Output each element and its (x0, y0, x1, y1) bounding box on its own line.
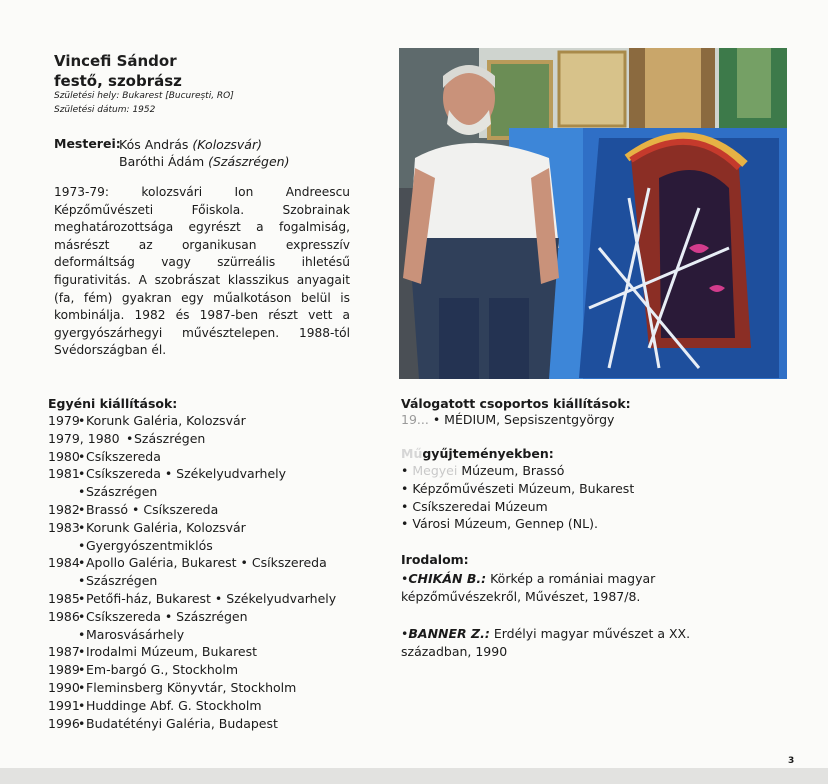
list-item (401, 498, 634, 516)
exhibition-text: Irodalmi Múzeum, Bukarest (86, 644, 258, 660)
literature-item (401, 625, 701, 661)
literature-text: Körkép a romániai magyar képzőművészekről, Művészet, 1987/8. (401, 571, 656, 604)
list-item (48, 448, 336, 466)
exhibition-text: Csíkszereda (86, 448, 161, 464)
bullet-icon: • (401, 571, 409, 586)
exhibition-text: Szászrégen (134, 430, 206, 446)
collection-text: Képzőművészeti Múzeum, Bukarest (412, 480, 635, 496)
bullet-icon: • (78, 715, 86, 731)
list-item (48, 554, 336, 572)
masters-list (119, 136, 289, 170)
collections-title-faded: Mű (401, 446, 423, 461)
exhibition-year: 1981 (48, 466, 80, 482)
birth-date-label: Születési dátum: (54, 105, 130, 115)
bullet-icon: • (78, 626, 86, 642)
birth-date-line (54, 105, 155, 115)
bullet-icon: • (78, 608, 86, 624)
bullet-icon: • (78, 573, 86, 589)
exhibition-year: 1985 (48, 590, 80, 606)
list-item (48, 483, 336, 501)
literature-author: CHIKÁN B.: (408, 571, 487, 586)
bullet-icon: • (78, 466, 86, 482)
exhibition-year: 1984 (48, 555, 80, 571)
list-item (48, 626, 336, 644)
master-item (119, 136, 289, 153)
birth-date-value: 1952 (132, 105, 156, 115)
exhibition-text: Csíkszereda • Szászrégen (86, 608, 248, 624)
scan-bottom-edge (0, 768, 828, 784)
exhibition-year: 1996 (48, 715, 80, 731)
artist-name: Vincefi Sándor (54, 52, 177, 70)
bullet-icon: • (78, 484, 86, 500)
collections-title-text: gyűjteményekben: (422, 446, 554, 461)
exhibition-year (48, 483, 78, 501)
artist-profession: festő, szobrász (54, 72, 182, 90)
list-item (48, 412, 336, 430)
birth-place-label: Születési hely: (54, 91, 120, 101)
literature-item (401, 570, 701, 606)
literature-title: Irodalom: (401, 552, 469, 567)
literature-text: Erdélyi magyar művészet a XX. században, 1990 (401, 626, 691, 659)
list-item (48, 430, 336, 448)
exhibition-text: Petőfi-ház, Bukarest • Székelyudvarhely (86, 590, 337, 606)
exhibition-year: 1980 (48, 448, 80, 464)
list-item (48, 643, 336, 661)
artist-photo (399, 48, 787, 379)
exhibition-text: Korunk Galéria, Kolozsvár (86, 519, 246, 535)
exhibition-text: Korunk Galéria, Kolozsvár (86, 413, 246, 428)
exhibition-text: Gyergyószentmiklós (86, 537, 213, 553)
exhibition-year: 1987 (48, 644, 80, 660)
bullet-icon: • (126, 430, 134, 446)
list-item (48, 661, 336, 679)
list-item (48, 608, 336, 626)
group-exhibitions-title: Válogatott csoportos kiállítások: (401, 396, 631, 411)
bullet-icon: • (432, 412, 441, 427)
collection-text: Csíkszeredai Múzeum (412, 498, 548, 514)
exhibition-text: Csíkszereda • Székelyudvarhely (86, 466, 287, 482)
bullet-icon: • (401, 626, 409, 641)
list-item (48, 697, 336, 715)
solo-exhibitions-list (48, 412, 336, 732)
list-item (401, 462, 634, 480)
list-item (401, 515, 634, 533)
bullet-icon: • (78, 697, 86, 713)
group-exhibition-text: MÉDIUM, Sepsiszentgyörgy (444, 412, 615, 427)
bullet-icon: • (78, 590, 86, 606)
exhibition-text: Budatétényi Galéria, Budapest (86, 715, 278, 731)
bullet-icon: • (78, 644, 86, 660)
exhibition-year: 1979, 1980 (48, 430, 120, 446)
bullet-icon: • (78, 679, 86, 695)
bullet-icon: • (401, 463, 413, 478)
birth-place-value: Bukarest [București, RO] (122, 91, 234, 101)
bullet-icon: • (78, 501, 86, 517)
bullet-icon: • (78, 448, 86, 464)
master-place: (Kolozsvár) (192, 137, 262, 152)
list-item (48, 501, 336, 519)
masters-label: Mesterei: (54, 136, 121, 151)
list-item (48, 537, 336, 555)
page-number: 3 (788, 756, 795, 766)
collection-faded-text: Megyei (412, 463, 458, 478)
list-item (48, 465, 336, 483)
bullet-icon: • (401, 480, 413, 496)
exhibition-text: Marosvásárhely (86, 626, 185, 642)
exhibition-year (48, 626, 78, 644)
bullet-icon: • (78, 413, 86, 428)
exhibition-text: Brassó • Csíkszereda (86, 501, 219, 517)
bullet-icon: • (78, 555, 86, 571)
list-item (48, 715, 336, 733)
list-item (48, 572, 336, 590)
exhibition-year: 1989 (48, 662, 80, 678)
list-item (48, 679, 336, 697)
bullet-icon: • (401, 516, 413, 532)
collections-list (401, 462, 634, 533)
exhibition-text: Szászrégen (86, 484, 158, 500)
master-name: Kós András (119, 137, 189, 152)
exhibition-year: 1982 (48, 501, 80, 517)
exhibition-year: 1990 (48, 679, 80, 695)
bullet-icon: • (78, 537, 86, 553)
list-item (48, 519, 336, 537)
exhibition-year: 1986 (48, 608, 80, 624)
collection-text: Városi Múzeum, Gennep (NL). (412, 516, 598, 532)
literature-author: BANNER Z.: (408, 626, 490, 641)
solo-exhibitions-title: Egyéni kiállítások: (48, 396, 178, 411)
exhibition-year (48, 572, 78, 590)
exhibition-text: Fleminsberg Könyvtár, Stockholm (86, 679, 297, 695)
exhibition-year: 1991 (48, 697, 80, 713)
group-year-smudged: 19... (401, 412, 429, 427)
exhibition-year: 1979 (48, 413, 80, 428)
collection-text: Múzeum, Brassó (461, 463, 565, 478)
bullet-icon: • (78, 662, 86, 678)
group-exhibition-item (401, 412, 614, 427)
birth-place-line (54, 91, 234, 101)
exhibition-year (48, 537, 78, 555)
biography-paragraph: 1973-79: kolozsvári Ion Andreescu Képzőművészeti Főiskola. Szobrainak meghatározottsága egyrészt a fogalmiság, másrészt az organikusan expresszív deformáltság vagy szürreális ihletésű figurativitás. A szobrászat klasszikus anyagait (fa, fém) gyakran egy műalkotáson belül is kombinálja. 1982 és 1987-ben részt vett a gyergyószárhegyi művésztelepen. 1988-tól Svédországban él. (54, 185, 350, 358)
exhibition-text: Em-bargó G., Stockholm (86, 662, 239, 678)
exhibition-text: Apollo Galéria, Bukarest • Csíkszereda (86, 555, 327, 571)
exhibition-year: 1983 (48, 519, 80, 535)
master-place: (Szászrégen) (208, 154, 290, 169)
master-name: Baróthi Ádám (119, 154, 205, 169)
bullet-icon: • (401, 498, 413, 514)
bullet-icon: • (78, 519, 86, 535)
exhibition-text: Huddinge Abf. G. Stockholm (86, 697, 262, 713)
exhibition-text: Szászrégen (86, 573, 158, 589)
master-item (119, 153, 289, 170)
list-item (401, 480, 634, 498)
collections-title (401, 446, 554, 461)
list-item (48, 590, 336, 608)
